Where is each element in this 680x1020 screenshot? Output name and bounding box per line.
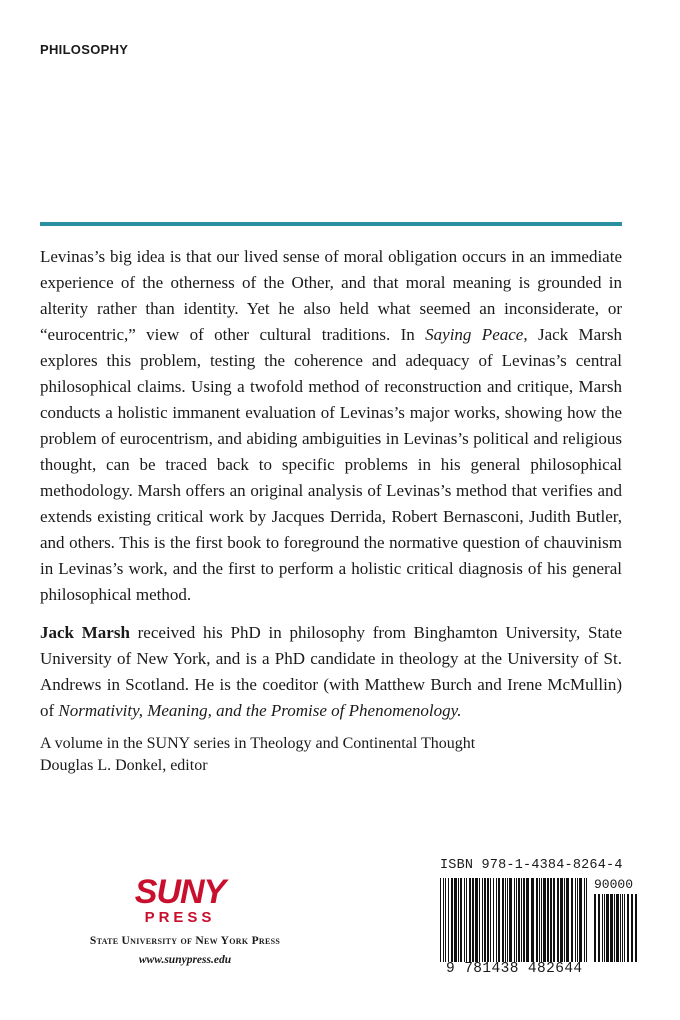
publisher-name: State University of New York Press xyxy=(89,935,281,947)
suny-press-logo xyxy=(120,873,240,927)
description-paragraph xyxy=(40,244,622,608)
logo-press-text: PRESS xyxy=(144,909,216,926)
price-code: 90000 xyxy=(594,877,634,892)
category-label: PHILOSOPHY xyxy=(40,42,129,57)
series-editor: Douglas L. Donkel, editor xyxy=(40,757,208,774)
publisher-website: www.sunypress.edu xyxy=(138,954,232,966)
description-part-2: , Jack Marsh explores this problem, testing the coherence and adequacy of Levinas’s central philosophical claims. Using a twofold method of reconstruction and critique, Marsh conducts a holistic immanent evaluation of Levinas’s major works, showing how the problem of eurocentrism, and abiding ambiguities in Levinas’s political and religious thought, can be traced back to specific problems in his general philosophical methodology. Marsh offers an original analysis of Levinas’s method that verifies and extends existing critical work by Jacques Derrida, Robert Bernasconi, Judith Butler, and others. This is the first book to foreground the normative question of chauvinism in Levinas’s work, and the first to perform a holistic critical diagnosis of his general philosophical method. xyxy=(40,325,622,604)
book-title: Saying Peace xyxy=(425,325,524,344)
price-barcode xyxy=(594,894,640,962)
series-line: A volume in the SUNY series in Theology and Continental Thought xyxy=(40,735,476,752)
author-name: Jack Marsh xyxy=(40,623,130,642)
description-part-1: Levinas’s big idea is that our lived sense of moral obligation occurs in an immediate experience of the otherness of the Other, and that moral meaning is grounded in alterity rather than identity. Yet he also held what seemed an inconsiderate, or “eurocentric,” view of other cultural traditions. In xyxy=(40,247,622,344)
author-bio-text: received his PhD in philosophy from Binghamton University, State University of New York, and is a PhD candidate in theology at the University of St. Andrews in Scotland. He is the coeditor (with Matthew Burch and Irene McMullin) of xyxy=(40,623,622,720)
isbn-label: ISBN 978-1-4384-8264-4 xyxy=(440,858,623,873)
barcode-digits: 9 781438 482644 xyxy=(446,961,583,977)
back-cover-text xyxy=(40,244,622,724)
accent-rule xyxy=(40,222,622,226)
logo-suny-text: SUNY xyxy=(134,873,226,911)
isbn-barcode xyxy=(440,878,590,962)
author-bio-paragraph xyxy=(40,620,622,724)
series-note xyxy=(40,733,622,777)
coedited-work-title: Normativity, Meaning, and the Promise of Phenomenology. xyxy=(58,701,462,720)
